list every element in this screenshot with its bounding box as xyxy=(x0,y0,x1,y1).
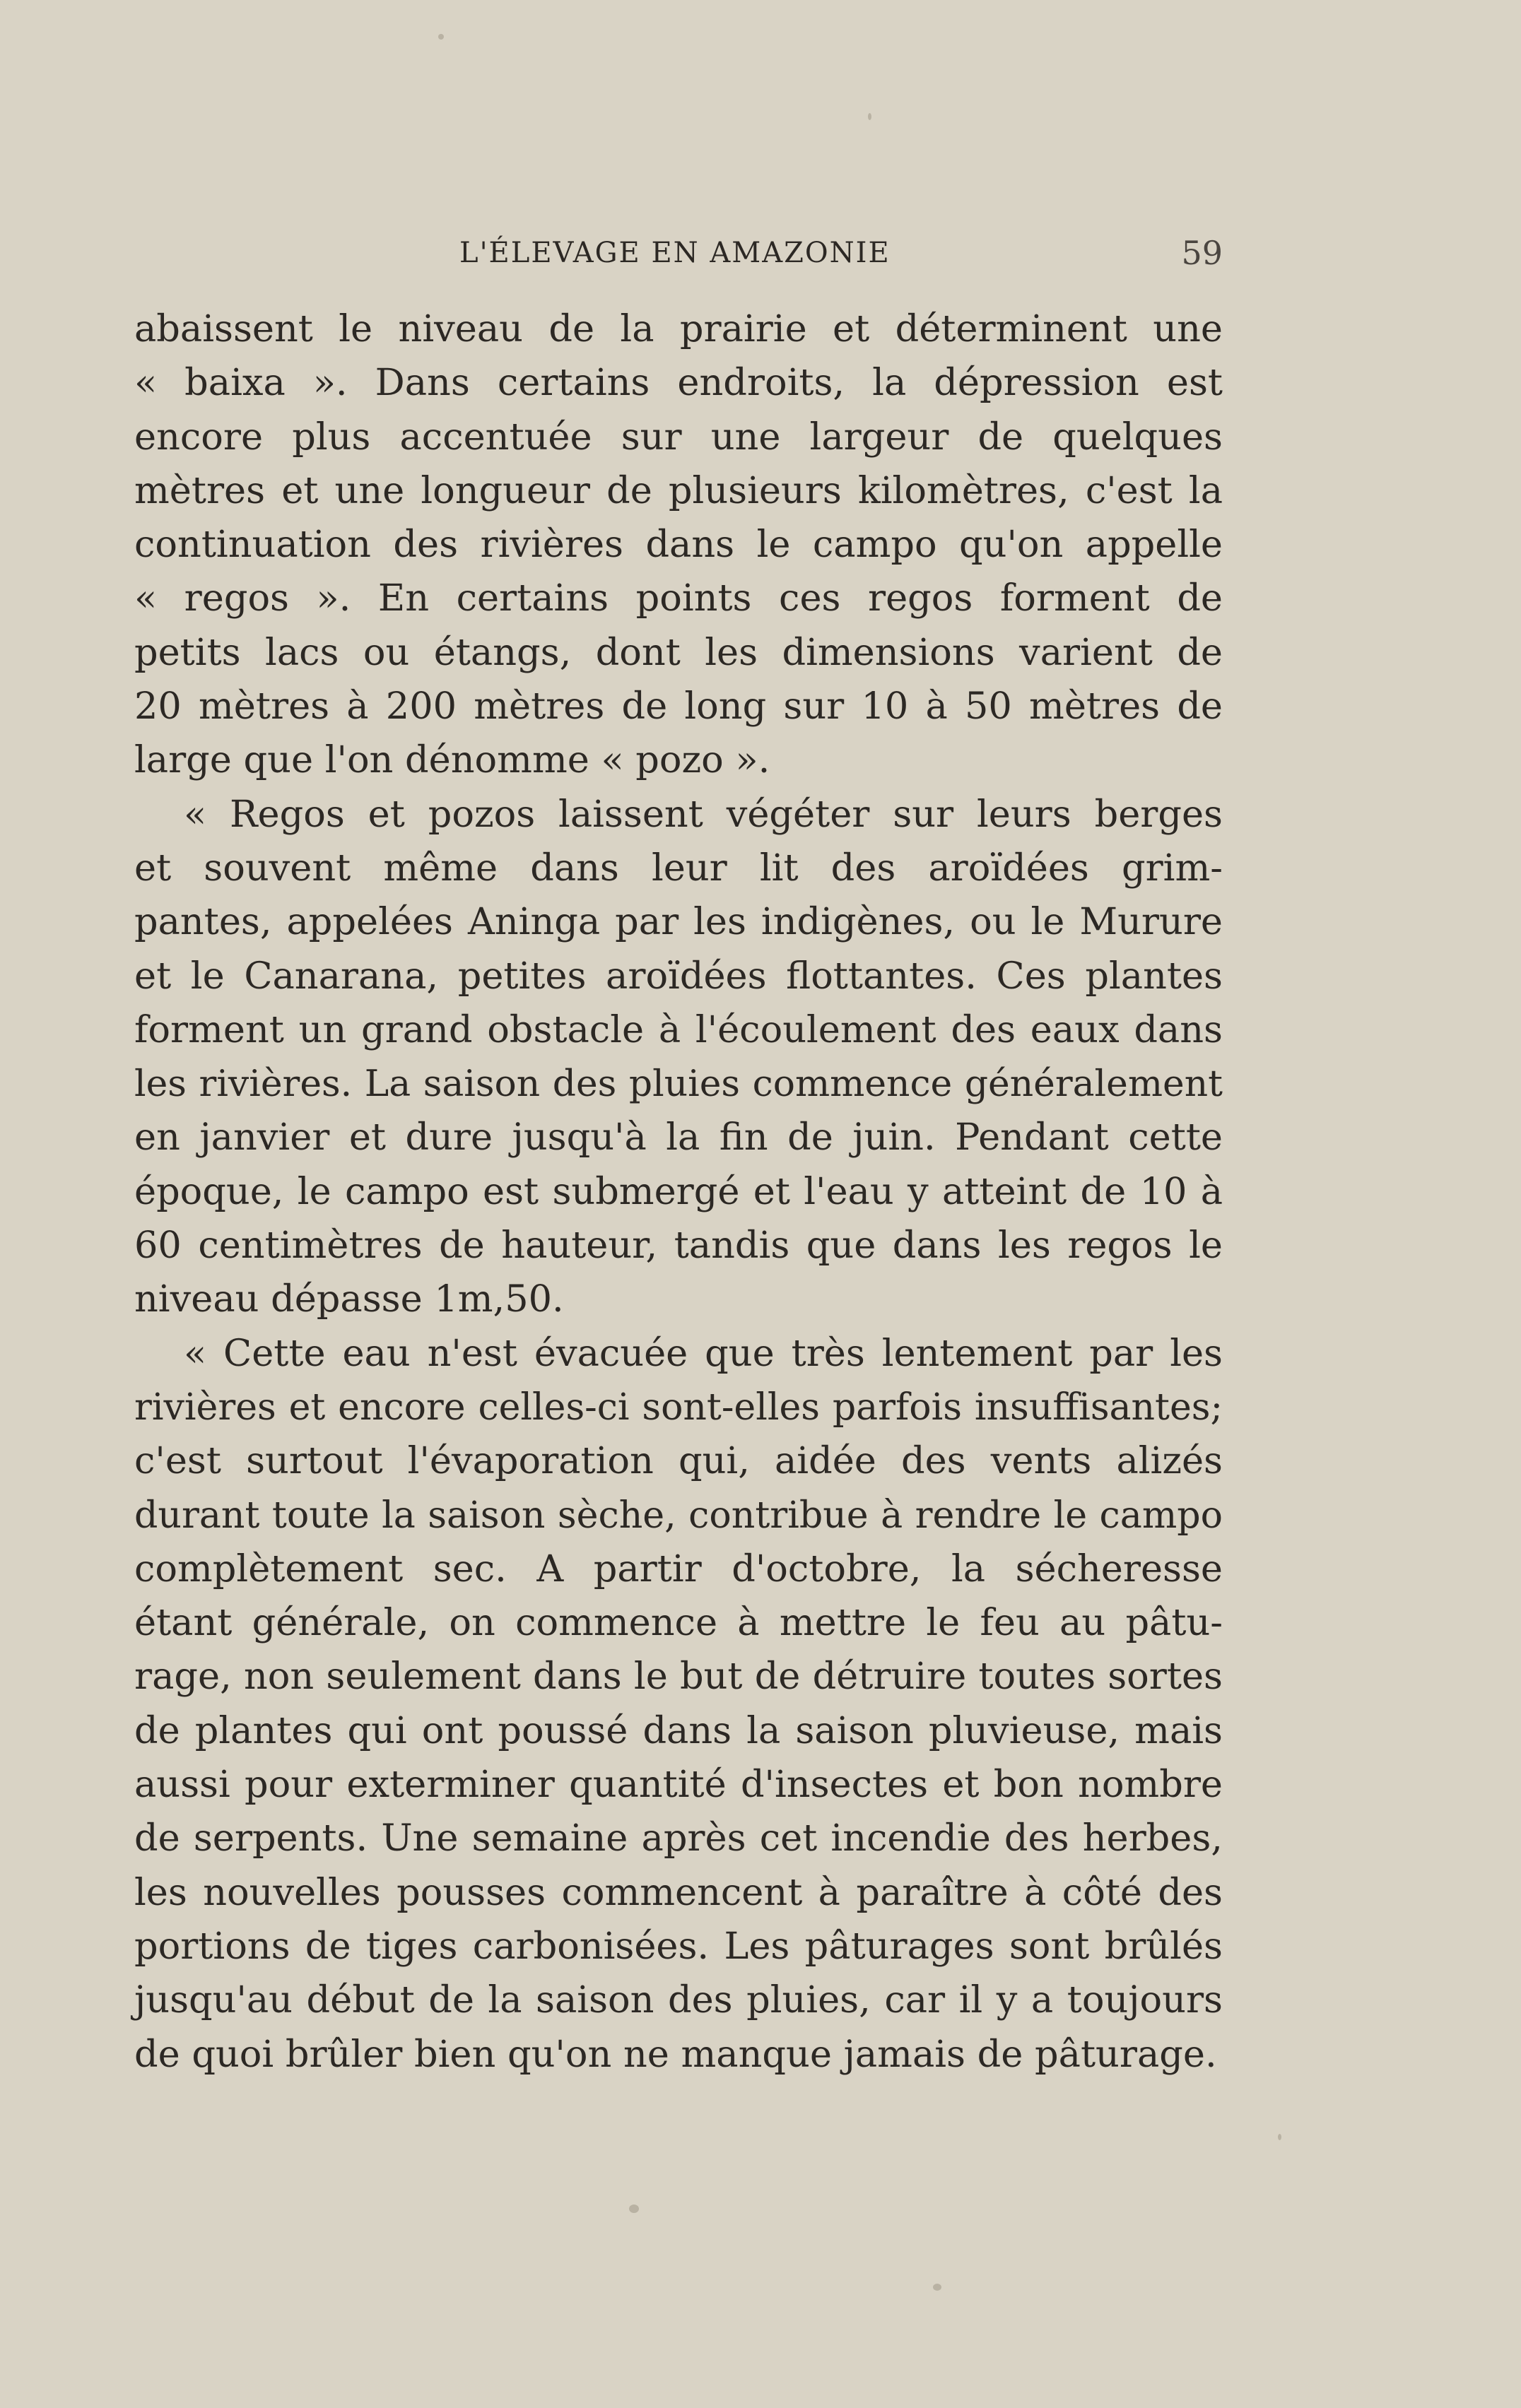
paragraph-2 xyxy=(134,788,1223,1327)
text-line: étant générale, on commence à mettre le feu au pâtu- xyxy=(134,1601,1223,1645)
text-line: les rivières. La saison des pluies commence généralement xyxy=(134,1063,1223,1106)
text-line: les nouvelles pousses commencent à paraître à côté des xyxy=(134,1870,1223,1914)
paper-speck xyxy=(1278,2134,1281,2140)
text-line: durant toute la saison sèche, contribue à rendre le campo xyxy=(134,1494,1223,1537)
paper-speck xyxy=(438,34,444,40)
paper-speck xyxy=(933,2284,941,2291)
text-line: rivières et encore celles-ci sont-elles parfois insuffisantes; xyxy=(134,1386,1223,1429)
text-line: « regos ». En certains points ces regos forment de xyxy=(134,577,1223,620)
text-line: jusqu'au début de la saison des pluies, car il y a toujours xyxy=(134,1978,1223,2022)
text-line: encore plus accentuée sur une largeur de quelques xyxy=(134,415,1223,459)
text-line: de quoi brûler bien qu'on ne manque jamais de pâturage. xyxy=(134,2032,1217,2076)
paragraph-3 xyxy=(134,1327,1223,2082)
text-line: de plantes qui ont poussé dans la saison pluvieuse, mais xyxy=(134,1708,1223,1752)
paper-speck xyxy=(868,113,871,120)
text-line: petits lacs ou étangs, dont les dimensions varient de xyxy=(134,630,1223,674)
text-line: aussi pour exterminer quantité d'insectes et bon nombre xyxy=(134,1763,1223,1807)
text-line: « Cette eau n'est évacuée que très lentement par les xyxy=(184,1331,1223,1375)
body-text xyxy=(134,302,1223,2082)
text-line: abaissent le niveau de la prairie et déterminent une xyxy=(134,307,1223,350)
text-line: et souvent même dans leur lit des aroïdées grim- xyxy=(134,846,1223,890)
text-line: mètres et une longueur de plusieurs kilomètres, c'est la xyxy=(134,468,1223,512)
paper-speck xyxy=(629,2205,639,2213)
text-line: continuation des rivières dans le campo qu'on appelle xyxy=(134,523,1223,567)
text-line: en janvier et dure jusqu'à la fin de juin. Pendant cette xyxy=(134,1116,1223,1159)
text-line: rage, non seulement dans le but de détruire toutes sortes xyxy=(134,1655,1223,1699)
text-line: « Regos et pozos laissent végéter sur leurs berges xyxy=(184,792,1223,836)
text-line: 60 centimètres de hauteur, tandis que dans les regos le xyxy=(134,1224,1223,1268)
text-line: 20 mètres à 200 mètres de long sur 10 à 50 mètres de xyxy=(134,685,1223,728)
paragraph-1 xyxy=(134,302,1223,788)
text-line: pantes, appelées Aninga par les indigènes, ou le Murure xyxy=(134,900,1223,944)
text-line: forment un grand obstacle à l'écoulement des eaux dans xyxy=(134,1008,1223,1051)
text-line: niveau dépasse 1m,50. xyxy=(134,1277,564,1321)
text-line: et le Canarana, petites aroïdées flottantes. Ces plantes xyxy=(134,954,1223,998)
page-number: 59 xyxy=(1181,234,1223,272)
text-line: large que l'on dénomme « pozo ». xyxy=(134,738,770,782)
text-line: « baixa ». Dans certains endroits, la dépression est xyxy=(134,361,1223,405)
text-line: c'est surtout l'évaporation qui, aidée des vents alizés xyxy=(134,1439,1223,1483)
page-header xyxy=(134,232,1223,274)
text-line: portions de tiges carbonisées. Les pâturages sont brûlés xyxy=(134,1924,1223,1968)
text-line: complètement sec. A partir d'octobre, la sécheresse xyxy=(134,1547,1223,1590)
running-title: L'ÉLEVAGE EN AMAZONIE xyxy=(459,237,891,269)
text-line: époque, le campo est submergé et l'eau y atteint de 10 à xyxy=(134,1169,1223,1213)
text-line: de serpents. Une semaine après cet incendie des herbes, xyxy=(134,1817,1223,1860)
